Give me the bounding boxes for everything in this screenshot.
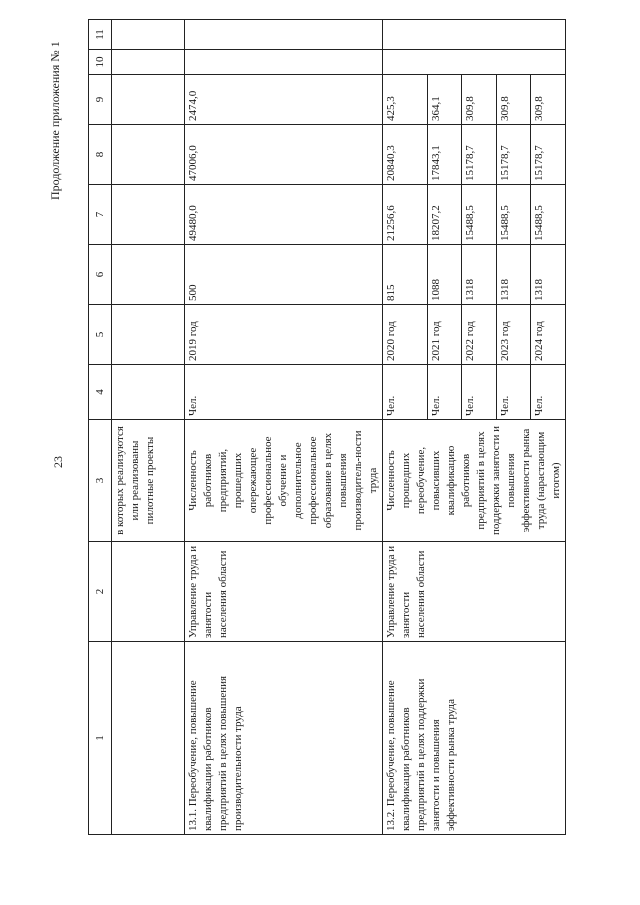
table-row (383, 20, 428, 835)
value-2022: 1318 (462, 245, 497, 305)
year-2022: 2022 год (462, 305, 497, 365)
c7-2024: 15488,5 (531, 185, 566, 245)
year-2020: 2020 год (383, 305, 428, 365)
col-num-1: 1 (89, 642, 112, 835)
carryover-text: в которых реализуются или реализованы пилотные проекты (112, 420, 185, 542)
unit-2022: Чел. (462, 365, 497, 420)
c8-2021: 17843,1 (427, 125, 462, 185)
indicator-13-2: Численность прошедших переобучение, повысивших квалификацию работников предприятий в целях поддержки занятости и повышения эффективности рынка труда (нарастающим итогом) (383, 420, 566, 542)
c8-2023: 15178,7 (496, 125, 531, 185)
col-num-8: 8 (89, 125, 112, 185)
col-num-3: 3 (89, 420, 112, 542)
value-2024: 1318 (531, 245, 566, 305)
col-num-7: 7 (89, 185, 112, 245)
value-2021: 1088 (427, 245, 462, 305)
col-num-4: 4 (89, 365, 112, 420)
value-2020: 815 (383, 245, 428, 305)
column-numbers-row (89, 20, 112, 835)
unit-13-1: Чел. (185, 365, 383, 420)
c7-2023: 15488,5 (496, 185, 531, 245)
c7-2022: 15488,5 (462, 185, 497, 245)
executor-13-1: Управление труда и занятости населения области (185, 542, 383, 642)
col-num-10: 10 (89, 50, 112, 75)
c8-13-1: 47006,0 (185, 125, 383, 185)
c7-13-1: 49480,0 (185, 185, 383, 245)
value-2023: 1318 (496, 245, 531, 305)
c9-2023: 309,8 (496, 75, 531, 125)
col-num-11: 11 (89, 20, 112, 50)
c7-2021: 18207,2 (427, 185, 462, 245)
measure-13-1: 13.1. Переобучение, повышение квалификации работников предприятий в целях повышения производительности труда (185, 642, 383, 835)
continuation-title: Продолжение приложения № 1 (48, 41, 62, 200)
unit-2021: Чел. (427, 365, 462, 420)
year-2023: 2023 год (496, 305, 531, 365)
unit-2023: Чел. (496, 365, 531, 420)
indicator-13-1: Численность работников предприятий, прошедших опережающее профессиональное обучение и дополнительное профессиональное образование в целях повышения производитель-ности труда (185, 420, 383, 542)
program-table (88, 20, 598, 835)
c9-13-1: 2474,0 (185, 75, 383, 125)
table-row (185, 20, 383, 835)
year-13-1: 2019 год (185, 305, 383, 365)
measures-table (88, 19, 566, 835)
col-num-9: 9 (89, 75, 112, 125)
c9-2022: 309,8 (462, 75, 497, 125)
measure-13-2: 13.2. Переобучение, повышение квалификации работников предприятий в целях поддержки занятости и повышения эффективности рынка труда (383, 642, 566, 835)
col-num-5: 5 (89, 305, 112, 365)
c9-2020: 425,3 (383, 75, 428, 125)
c8-2024: 15178,7 (531, 125, 566, 185)
value-13-1: 500 (185, 245, 383, 305)
col-num-2: 2 (89, 542, 112, 642)
executor-13-2: Управление труда и занятости населения области (383, 542, 566, 642)
carryover-row (112, 20, 185, 835)
c8-2022: 15178,7 (462, 125, 497, 185)
c8-2020: 20840,3 (383, 125, 428, 185)
year-2021: 2021 год (427, 305, 462, 365)
c9-2021: 364,1 (427, 75, 462, 125)
c9-2024: 309,8 (531, 75, 566, 125)
unit-2024: Чел. (531, 365, 566, 420)
c7-2020: 21256,6 (383, 185, 428, 245)
page-number: 23 (51, 456, 65, 468)
year-2024: 2024 год (531, 305, 566, 365)
col-num-6: 6 (89, 245, 112, 305)
unit-2020: Чел. (383, 365, 428, 420)
